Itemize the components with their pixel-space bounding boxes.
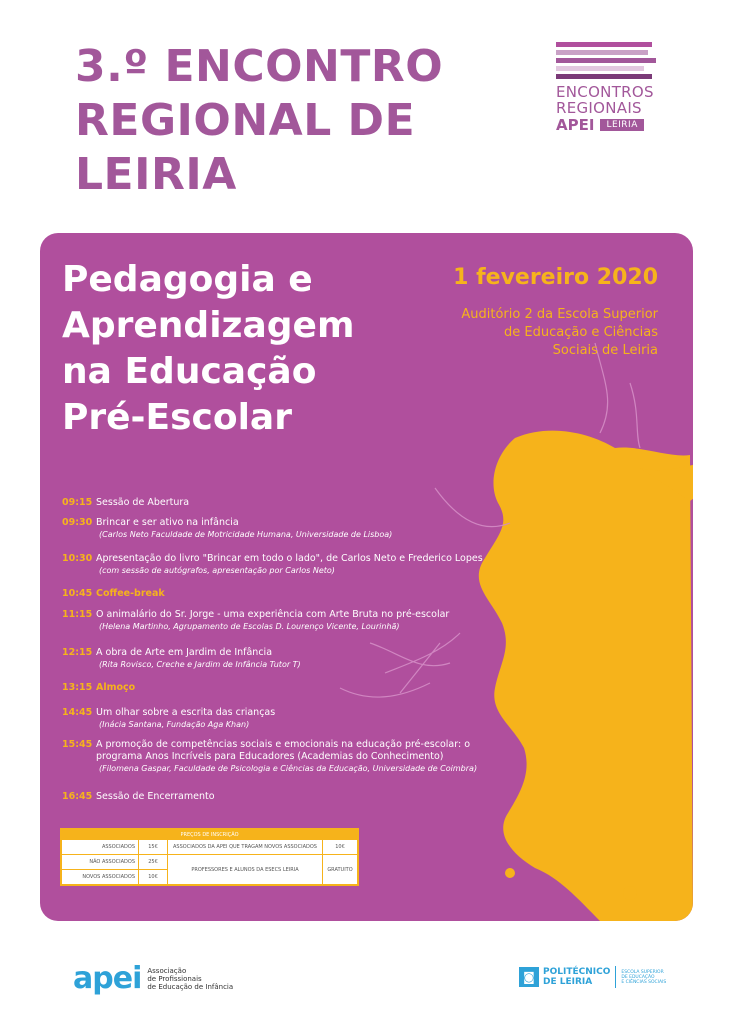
table-row	[62, 855, 358, 870]
program-time: 15:45	[62, 739, 93, 750]
program-time: 13:15	[62, 682, 93, 693]
subtitle-line: na Educação	[62, 351, 317, 392]
program-time: 10:45	[62, 588, 93, 599]
politecnico-name	[543, 967, 610, 987]
prices-header-row	[62, 830, 358, 840]
logo-brand-row	[556, 116, 661, 134]
program-body	[96, 707, 516, 730]
program-body	[96, 497, 516, 509]
program-title: Sessão de Encerramento	[96, 791, 215, 802]
main-title	[75, 40, 443, 202]
event-panel	[40, 233, 693, 921]
venue-line: Auditório 2 da Escola Superior	[461, 307, 658, 322]
program-time: 14:45	[62, 707, 93, 718]
program-title: Brincar e ser ativo na infância	[96, 517, 239, 528]
logo-brand: APEI	[556, 116, 595, 134]
program-speaker: (Carlos Neto Faculdade de Motricidade Humana, Universidade de Lisboa)	[99, 530, 393, 539]
program-title: Apresentação do livro "Brincar em todo o lado", de Carlos Neto e Frederico Lopes	[96, 553, 483, 564]
program-body	[96, 682, 516, 694]
subtitle-line: Pedagogia e	[62, 259, 313, 300]
apei-footer-logo	[73, 961, 233, 996]
logo-bar	[556, 50, 648, 55]
encontros-regionais-logo	[556, 42, 661, 134]
program-body	[96, 588, 516, 600]
apei-wordmark: apei	[73, 961, 142, 996]
apei-desc-line: de Educação de Infância	[147, 982, 234, 991]
program-time: 16:45	[62, 791, 93, 802]
school-name-line: E CIÊNCIAS SOCIAIS	[621, 979, 667, 985]
program-body	[96, 609, 516, 632]
program-title: A promoção de competências sociais e emocionais na educação pré-escolar: o programa Anos Incríveis para Educadores (Academias do Conhecimento)	[96, 739, 471, 762]
program-body	[96, 791, 516, 803]
program-time: 09:15	[62, 497, 93, 508]
politecnico-mark-icon: ◙	[519, 967, 539, 987]
apei-desc-line: Associação	[147, 966, 187, 975]
program-speaker: (Inácia Santana, Fundação Aga Khan)	[99, 720, 250, 729]
event-subtitle	[62, 257, 354, 441]
price-label: ASSOCIADOS	[62, 840, 139, 855]
logo-tag: LEIRIA	[600, 119, 643, 131]
logo-divider	[615, 966, 616, 988]
main-title-line: REGIONAL DE	[75, 95, 416, 146]
logo-bar	[556, 58, 656, 63]
prices-header: PREÇOS DE INSCRIÇÃO	[62, 830, 358, 840]
program-time: 10:30	[62, 553, 93, 564]
school-name-line: DE EDUCAÇÃO	[621, 974, 655, 980]
logo-bar	[556, 42, 652, 47]
special-label: ASSOCIADOS DA APEI QUE TRAGAM NOVOS ASSOCIADOS	[168, 840, 323, 855]
price-value: 25€	[139, 855, 168, 870]
program-body	[96, 553, 516, 576]
prices-grid	[61, 829, 358, 885]
logo-line-2: REGIONAIS	[556, 99, 642, 117]
main-title-line: LEIRIA	[75, 149, 237, 200]
program-time: 09:30	[62, 517, 93, 528]
paint-drop	[505, 868, 515, 878]
venue-line: Sociais de Leiria	[552, 343, 658, 358]
program-speaker: (Helena Martinho, Agrupamento de Escolas D. Lourenço Vicente, Lourinhã)	[99, 622, 400, 631]
event-venue	[418, 306, 658, 360]
program-title: O animalário do Sr. Jorge - uma experiência com Arte Bruta no pré-escolar	[96, 609, 450, 620]
program-speaker: (Filomena Gaspar, Faculdade de Psicologia e Ciências da Educação, Universidade de Coimbra)	[99, 764, 478, 773]
logo-bar	[556, 74, 652, 79]
program-body	[96, 517, 516, 540]
main-title-line: 3.º ENCONTRO	[75, 41, 444, 92]
event-date: 1 fevereiro 2020	[453, 265, 658, 290]
paint-drop	[623, 886, 637, 900]
subtitle-line: Aprendizagem	[62, 305, 355, 346]
special-label: PROFESSORES E ALUNOS DA ESECS LEIRIA	[168, 855, 323, 885]
program-title: Almoço	[96, 682, 136, 693]
politecnico-name-line: DE LEIRIA	[543, 977, 593, 987]
logo-bar	[556, 66, 644, 71]
registration-prices-table	[60, 828, 359, 886]
school-name	[621, 970, 666, 985]
program-title: A obra de Arte em Jardim de Infância	[96, 647, 273, 658]
venue-line: de Educação e Ciências	[504, 325, 658, 340]
subtitle-line: Pré-Escolar	[62, 397, 292, 438]
program-speaker: (Rita Rovisco, Creche e Jardim de Infância Tutor T)	[99, 660, 301, 669]
program-time: 11:15	[62, 609, 93, 620]
school-name-line: ESCOLA SUPERIOR	[621, 969, 664, 975]
program-title: Sessão de Abertura	[96, 497, 190, 508]
price-label: NOVOS ASSOCIADOS	[62, 870, 139, 885]
price-value: 15€	[139, 840, 168, 855]
apei-description	[147, 967, 233, 991]
program-speaker: (com sessão de autógrafos, apresentação por Carlos Neto)	[99, 566, 335, 575]
price-value: 10€	[139, 870, 168, 885]
program-time: 12:15	[62, 647, 93, 658]
politecnico-name-line: POLITÉCNICO	[543, 967, 611, 977]
program-title: Coffee-break	[96, 588, 165, 599]
program-body	[96, 647, 516, 670]
program-body	[96, 739, 516, 774]
special-price: 10€	[323, 840, 358, 855]
logo-line-1: ENCONTROS	[556, 83, 654, 101]
politecnico-leiria-logo	[519, 966, 666, 988]
price-label: NÃO ASSOCIADOS	[62, 855, 139, 870]
apei-desc-line: de Profissionais	[147, 974, 202, 983]
table-row	[62, 840, 358, 855]
program-title: Um olhar sobre a escrita das crianças	[96, 707, 276, 718]
special-price: GRATUITO	[323, 855, 358, 885]
